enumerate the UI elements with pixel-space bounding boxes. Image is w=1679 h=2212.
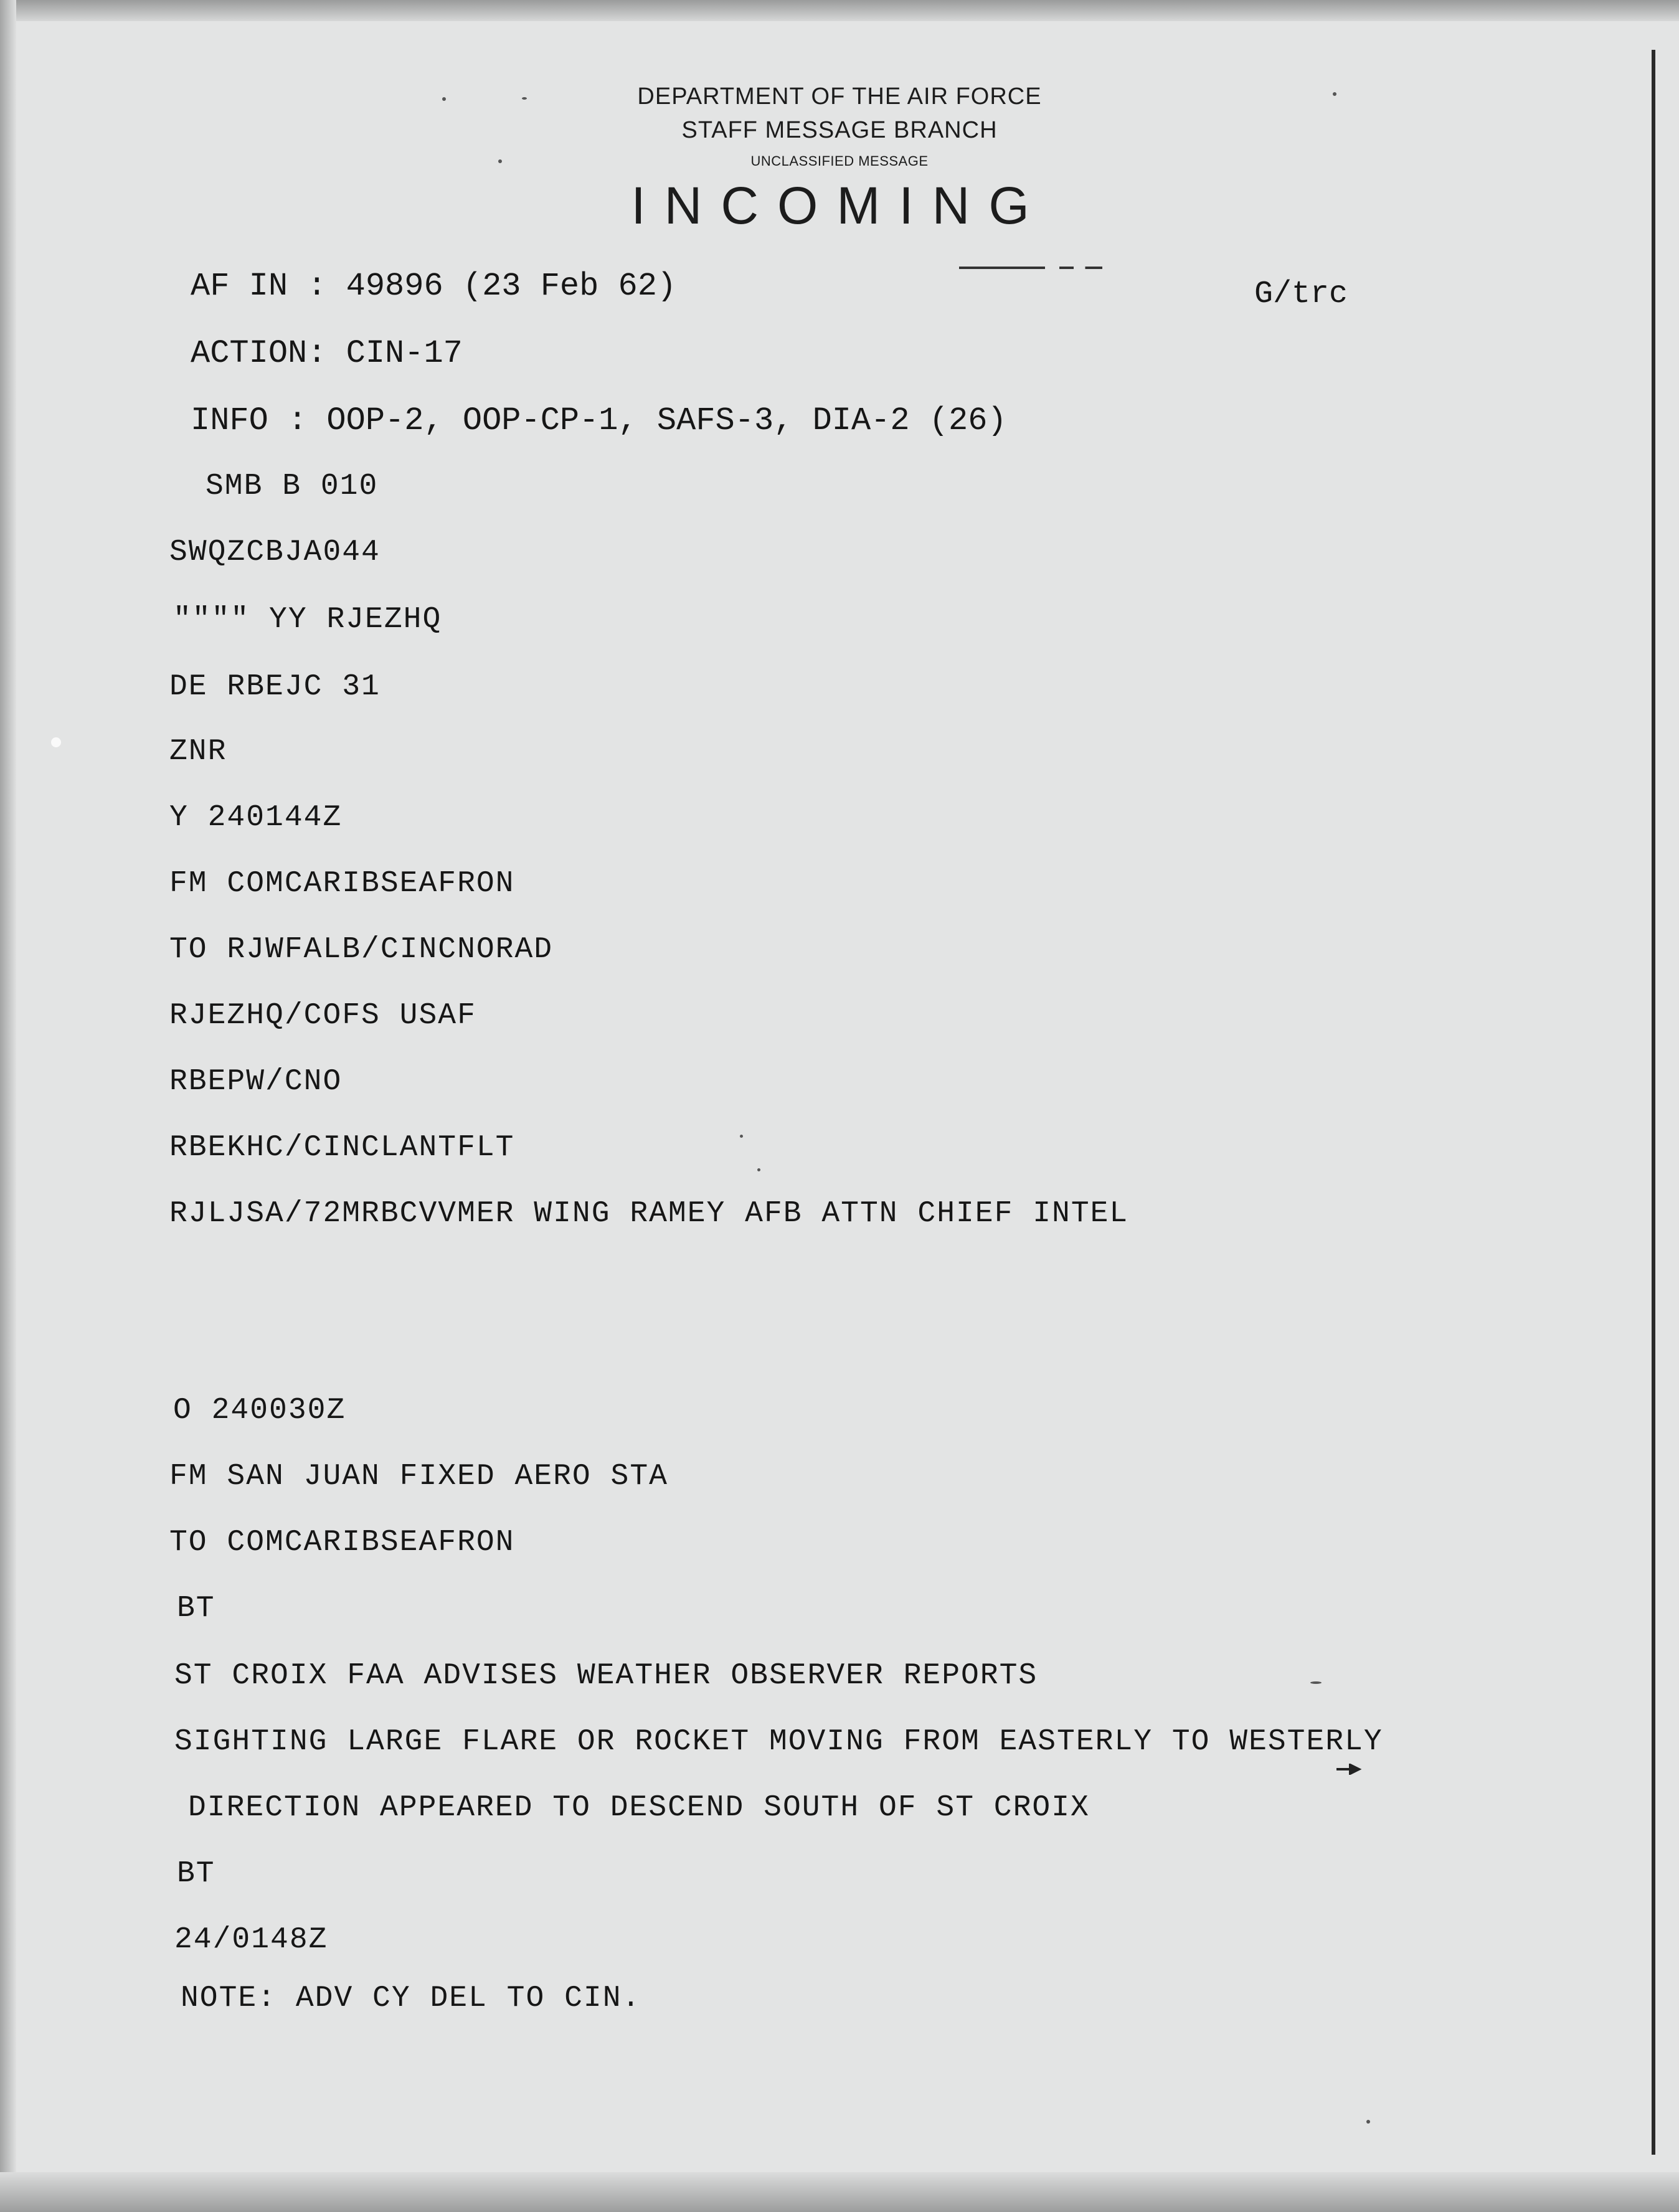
message-line: RJLJSA/72MRBCVVMER WING RAMEY AFB ATTN CHIEF INTEL	[169, 1197, 1129, 1231]
scan-speck	[522, 97, 527, 100]
scan-speck	[740, 1135, 743, 1138]
action-line: ACTION: CIN-17	[191, 335, 463, 372]
message-line: DIRECTION APPEARED TO DESCEND SOUTH OF ST CROIX	[188, 1791, 1090, 1825]
message-line: RJEZHQ/COFS USAF	[169, 999, 476, 1033]
message-line: NOTE: ADV CY DEL TO CIN.	[181, 1982, 641, 2015]
message-line: TO COMCARIBSEAFRON	[169, 1526, 515, 1559]
scan-edge-top	[0, 0, 1679, 21]
scan-speck	[757, 1168, 760, 1171]
classification-label: UNCLASSIFIED MESSAGE	[750, 153, 929, 169]
scan-speck	[442, 97, 446, 101]
scan-speck	[1333, 92, 1336, 96]
message-line: TO RJWFALB/CINCNORAD	[169, 933, 554, 967]
message-line: RBEKHC/CINCLANTFLT	[169, 1131, 515, 1165]
branch-heading: STAFF MESSAGE BRANCH	[681, 117, 998, 143]
scan-edge-right	[1652, 50, 1655, 2155]
message-line: """" YY RJEZHQ	[173, 603, 442, 636]
message-line: SWQZCBJA044	[169, 536, 381, 569]
scan-edge-left	[0, 0, 16, 2212]
scan-speck	[498, 159, 502, 163]
scan-speck	[51, 737, 61, 747]
message-line: BT	[177, 1857, 215, 1891]
incoming-title: INCOMING	[631, 176, 1048, 235]
department-heading: DEPARTMENT OF THE AIR FORCE	[637, 83, 1042, 110]
info-line: INFO : OOP-2, OOP-CP-1, SAFS-3, DIA-2 (26)	[191, 402, 1007, 439]
message-line: FM SAN JUAN FIXED AERO STA	[169, 1460, 668, 1493]
message-line: SMB B 010	[206, 470, 379, 503]
pen-arrow-mark	[1336, 1764, 1364, 1775]
initials-annotation: G/trc	[1254, 276, 1348, 312]
message-line: ZNR	[169, 735, 227, 768]
dash-mark	[959, 267, 1102, 269]
message-line: Y 240144Z	[169, 801, 343, 834]
af-in-line: AF IN : 49896 (23 Feb 62)	[191, 268, 677, 305]
message-line: ST CROIX FAA ADVISES WEATHER OBSERVER REPORTS	[174, 1659, 1038, 1693]
message-line: BT	[177, 1592, 215, 1625]
scan-speck	[1366, 2120, 1370, 2124]
scan-speck	[1310, 1681, 1322, 1684]
message-line: FM COMCARIBSEAFRON	[169, 867, 515, 900]
message-line: 24/0148Z	[174, 1923, 328, 1957]
message-line: SIGHTING LARGE FLARE OR ROCKET MOVING FROM EASTERLY TO WESTERLY	[174, 1725, 1383, 1759]
scan-edge-bottom	[0, 2172, 1679, 2212]
message-line: DE RBEJC 31	[169, 670, 381, 704]
message-line: RBEPW/CNO	[169, 1065, 343, 1099]
message-line: O 240030Z	[173, 1394, 346, 1427]
